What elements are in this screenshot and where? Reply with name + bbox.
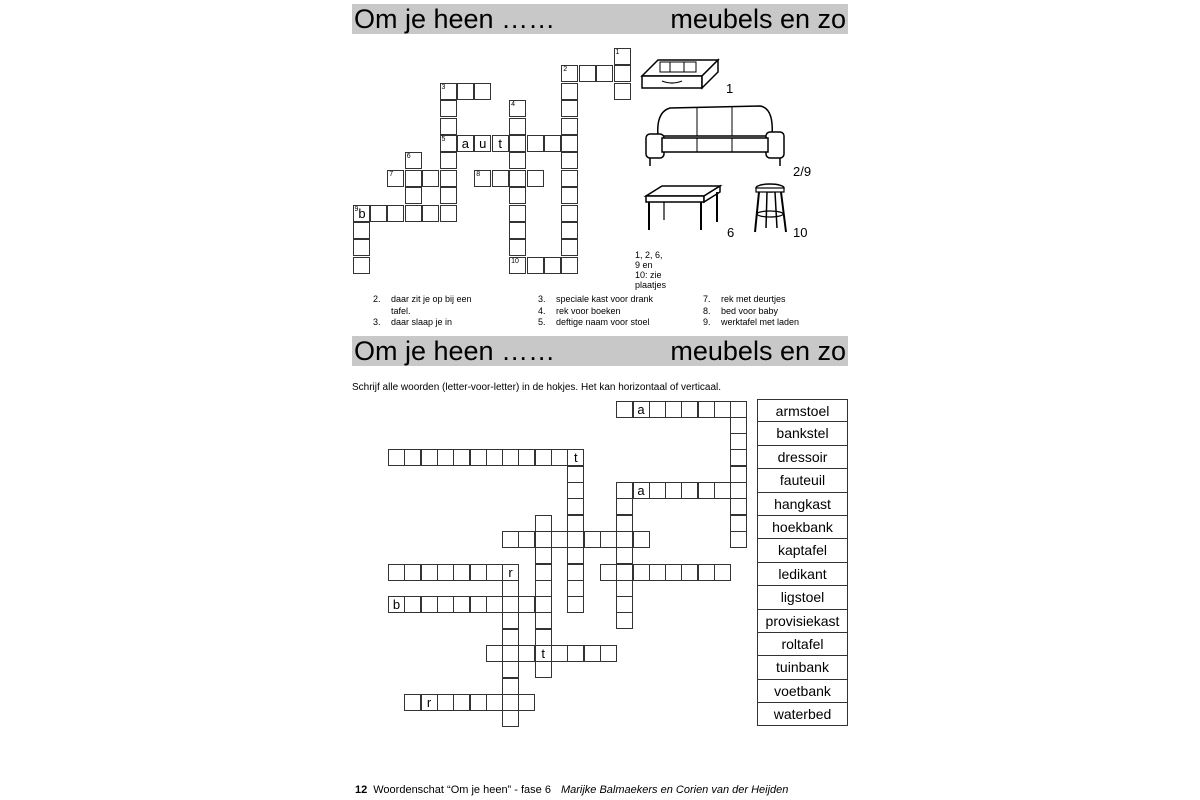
crossword-cell[interactable] (698, 401, 715, 418)
crossword-cell[interactable] (567, 482, 584, 499)
crossword-cell[interactable] (730, 417, 747, 434)
crossword-cell[interactable] (616, 531, 633, 548)
crossword-cell[interactable] (567, 564, 584, 581)
crossword-cell[interactable] (567, 466, 584, 483)
crossword-cell[interactable] (470, 449, 487, 466)
word-list-item: fauteuil (757, 469, 848, 492)
crossword-cell[interactable] (388, 596, 405, 613)
crossword-cell[interactable] (421, 564, 438, 581)
word-list-item: roltafel (757, 633, 848, 656)
crossword-cell[interactable] (486, 564, 503, 581)
clue-number: 8 (476, 170, 481, 178)
crossword-cell[interactable] (470, 694, 487, 711)
header-bottom-right: meubels en zo (670, 336, 846, 366)
crossword-cell[interactable] (730, 515, 747, 532)
clue-line: tafel. (391, 305, 411, 316)
crossword-cell[interactable] (388, 564, 405, 581)
crossword-cell[interactable] (404, 449, 421, 466)
crossword-cell[interactable] (421, 694, 438, 711)
crossword-cell[interactable] (502, 564, 519, 581)
sofa-icon (640, 100, 790, 170)
crossword-cell[interactable] (502, 710, 519, 727)
crossword-cell[interactable] (535, 596, 552, 613)
crossword-cell[interactable] (502, 612, 519, 629)
crossword-cell[interactable] (502, 449, 519, 466)
stool-icon (750, 182, 792, 234)
crossword-cell[interactable] (567, 596, 584, 613)
crossword-cell[interactable] (518, 645, 535, 662)
prefilled-letter: a (461, 136, 469, 151)
crossword-cell[interactable] (616, 580, 633, 597)
crossword-cell[interactable] (518, 531, 535, 548)
crossword-cell[interactable] (535, 661, 552, 678)
prefilled-letter: t (573, 450, 578, 466)
crossword-cell[interactable] (437, 596, 454, 613)
crossword-cell[interactable] (486, 596, 503, 613)
crossword-cell[interactable] (535, 629, 552, 646)
crossword-cell[interactable] (681, 482, 698, 499)
crossword-cell[interactable] (404, 596, 421, 613)
word-list-item: hangkast (757, 493, 848, 516)
crossword-cell[interactable] (730, 433, 747, 450)
crossword-cell[interactable] (535, 564, 552, 581)
clue-number: 2 (563, 66, 568, 74)
crossword-cell[interactable] (502, 596, 519, 613)
crossword-cell[interactable] (518, 449, 535, 466)
crossword-cell[interactable] (616, 515, 633, 532)
crossword-cell[interactable] (404, 564, 421, 581)
word-list-item: bankstel (757, 422, 848, 445)
crossword-cell[interactable] (535, 515, 552, 532)
crossword-cell[interactable] (730, 482, 747, 499)
crossword-cell[interactable] (616, 482, 633, 499)
word-list-item: ligstoel (757, 586, 848, 609)
crossword-cell[interactable] (502, 580, 519, 597)
crossword-cell[interactable] (486, 645, 503, 662)
footer (355, 784, 788, 796)
table-icon (642, 182, 724, 232)
crossword-cell[interactable] (616, 547, 633, 564)
page-number: 12 (355, 784, 368, 796)
picture-label-10: 10 (793, 225, 808, 240)
clue-line: 8. bed voor baby (703, 305, 779, 316)
crossword-cell[interactable] (714, 482, 731, 499)
crossword-cell[interactable] (567, 498, 584, 515)
clue-line: 3. daar slaap je in (373, 317, 453, 327)
word-list (757, 399, 848, 726)
clue-number: 5 (441, 136, 446, 143)
crossword-cell[interactable] (567, 449, 584, 466)
crossword-cell[interactable] (535, 547, 552, 564)
crossword-cell[interactable] (404, 694, 421, 711)
clue-line: 7. rek met deurtjes (703, 294, 786, 304)
crossword-cell[interactable] (518, 596, 535, 613)
word-list-item: hoekbank (757, 516, 848, 539)
clue-number: 4 (511, 101, 515, 109)
crossword-cell[interactable] (567, 515, 584, 532)
crossword-cell[interactable] (681, 401, 698, 418)
crossword-cell[interactable] (453, 449, 470, 466)
prefilled-letter: b (392, 597, 401, 613)
clue-number: 3 (441, 83, 446, 91)
clues-column-2 (538, 294, 653, 329)
crossword-cell[interactable] (665, 401, 682, 418)
crossword-cell[interactable] (486, 694, 503, 711)
prefilled-letter: r (426, 694, 432, 710)
crossword-cell[interactable] (421, 449, 438, 466)
header-bottom-left: Om je heen …… (354, 336, 556, 366)
footer-authors: Marijke Balmaekers en Corien van der Heijden (560, 784, 789, 796)
clue-line: 4. rek voor boeken (538, 305, 621, 316)
crossword-cell[interactable] (502, 678, 519, 695)
crossword-cell[interactable] (453, 564, 470, 581)
picture-label-1: 1 (726, 81, 734, 96)
crossword-cell[interactable] (421, 596, 438, 613)
crossword-cell[interactable] (551, 449, 568, 466)
crossword-cell[interactable] (567, 580, 584, 597)
crossword-cell[interactable] (714, 401, 731, 418)
clue-line: 3. speciale kast voor drank (538, 294, 654, 304)
crossword-cell[interactable] (567, 645, 584, 662)
crossword-cell[interactable] (698, 482, 715, 499)
crossword-cell[interactable] (714, 564, 731, 581)
crossword-cell[interactable] (437, 564, 454, 581)
header-top-right: meubels en zo (670, 4, 846, 34)
crossword-cell[interactable] (535, 580, 552, 597)
crossword-cell[interactable] (633, 482, 650, 499)
crossword-cell[interactable] (600, 645, 617, 662)
crossword-cell[interactable] (600, 531, 617, 548)
crossword-cell[interactable] (600, 564, 617, 581)
crossword-cell[interactable] (616, 596, 633, 613)
crossword-cell[interactable] (470, 596, 487, 613)
word-list-item: tuinbank (757, 656, 848, 679)
crossword-cell[interactable] (681, 564, 698, 581)
crossword-cell[interactable] (567, 531, 584, 548)
crossword-cell[interactable] (649, 482, 666, 499)
prefilled-letter: b (358, 205, 366, 221)
clue-line: 2. daar zit je op bij een (373, 294, 472, 304)
crossword-cell[interactable] (518, 694, 535, 711)
prefilled-letter: t (498, 136, 502, 151)
word-list-item: voetbank (757, 680, 848, 703)
crossword-cell[interactable] (730, 449, 747, 466)
crossword-cell[interactable] (665, 564, 682, 581)
crossword-cell[interactable] (535, 645, 552, 662)
crossword-cell[interactable] (453, 596, 470, 613)
crossword-cell[interactable] (551, 531, 568, 548)
crossword-cell[interactable] (437, 694, 454, 711)
crossword-cell[interactable] (633, 564, 650, 581)
clues-column-3 (703, 294, 799, 329)
picture-label-6: 6 (727, 225, 735, 240)
crossword-cell[interactable] (665, 482, 682, 499)
crossword-cell[interactable] (616, 612, 633, 629)
crossword-cell[interactable] (633, 401, 650, 418)
crossword-cell[interactable] (633, 531, 650, 548)
word-list-item: ledikant (757, 563, 848, 586)
crossword-cell[interactable] (535, 449, 552, 466)
crossword-cell[interactable] (502, 661, 519, 678)
clues-column-1 (373, 294, 472, 329)
word-list-item: kaptafel (757, 539, 848, 562)
clue-number: 10 (511, 257, 519, 265)
prefilled-letter: a (637, 401, 645, 417)
word-list-item: armstoel (757, 399, 848, 422)
crossword-cell[interactable] (730, 401, 747, 418)
crossword-cell[interactable] (551, 645, 568, 662)
clue-line: 9. werktafel met laden (703, 317, 800, 327)
crossword-cell[interactable] (616, 498, 633, 515)
crossword-cell[interactable] (535, 612, 552, 629)
prefilled-letter: r (508, 564, 513, 580)
picture-label-2-9: 2/9 (793, 164, 812, 179)
instruction-text: Schrijf alle woorden (letter-voor-letter) in de hokjes. Het kan horizontaal of verticaal. (352, 382, 722, 393)
header-bottom (352, 336, 848, 366)
crossword-cell[interactable] (502, 531, 519, 548)
clue-line: 5. deftige naam voor stoel (538, 317, 650, 327)
crossword-cell[interactable] (470, 564, 487, 581)
dresser-icon (640, 52, 720, 92)
crossword-cell[interactable] (535, 531, 552, 548)
pictures-note: 1, 2, 6, 9 en 10: zie plaatjes (635, 250, 667, 290)
header-top-left: Om je heen …… (354, 4, 556, 34)
crossword-cell[interactable] (486, 449, 503, 466)
crossword-cell[interactable] (502, 645, 519, 662)
clue-number: 6 (406, 153, 411, 161)
crossword-cell[interactable] (584, 531, 601, 548)
crossword-cell[interactable] (616, 564, 633, 581)
crossword-cell[interactable] (502, 629, 519, 646)
word-list-item: dressoir (757, 446, 848, 469)
crossword-cell[interactable] (437, 449, 454, 466)
crossword-cell[interactable] (730, 498, 747, 515)
crossword-cell[interactable] (453, 694, 470, 711)
clue-number: 9 (354, 205, 359, 213)
crossword-cell[interactable] (567, 547, 584, 564)
crossword-cell[interactable] (584, 645, 601, 662)
crossword-cell[interactable] (649, 564, 666, 581)
clue-number: 1 (615, 49, 620, 56)
crossword-cell[interactable] (730, 531, 747, 548)
word-list-item: waterbed (757, 703, 848, 726)
prefilled-letter: u (479, 136, 487, 151)
prefilled-letter: a (637, 483, 645, 498)
crossword-cell[interactable] (388, 449, 405, 466)
crossword-cell[interactable] (502, 694, 519, 711)
clue-number: 7 (389, 170, 394, 178)
crossword-cell[interactable] (730, 466, 747, 483)
prefilled-letter: t (541, 646, 545, 661)
crossword-cell[interactable] (698, 564, 715, 581)
word-list-item: provisiekast (757, 610, 848, 633)
crossword-cell[interactable] (649, 401, 666, 418)
footer-title: Woordenschat “Om je heen” - fase 6 (373, 784, 551, 796)
crossword-cell[interactable] (616, 401, 633, 418)
